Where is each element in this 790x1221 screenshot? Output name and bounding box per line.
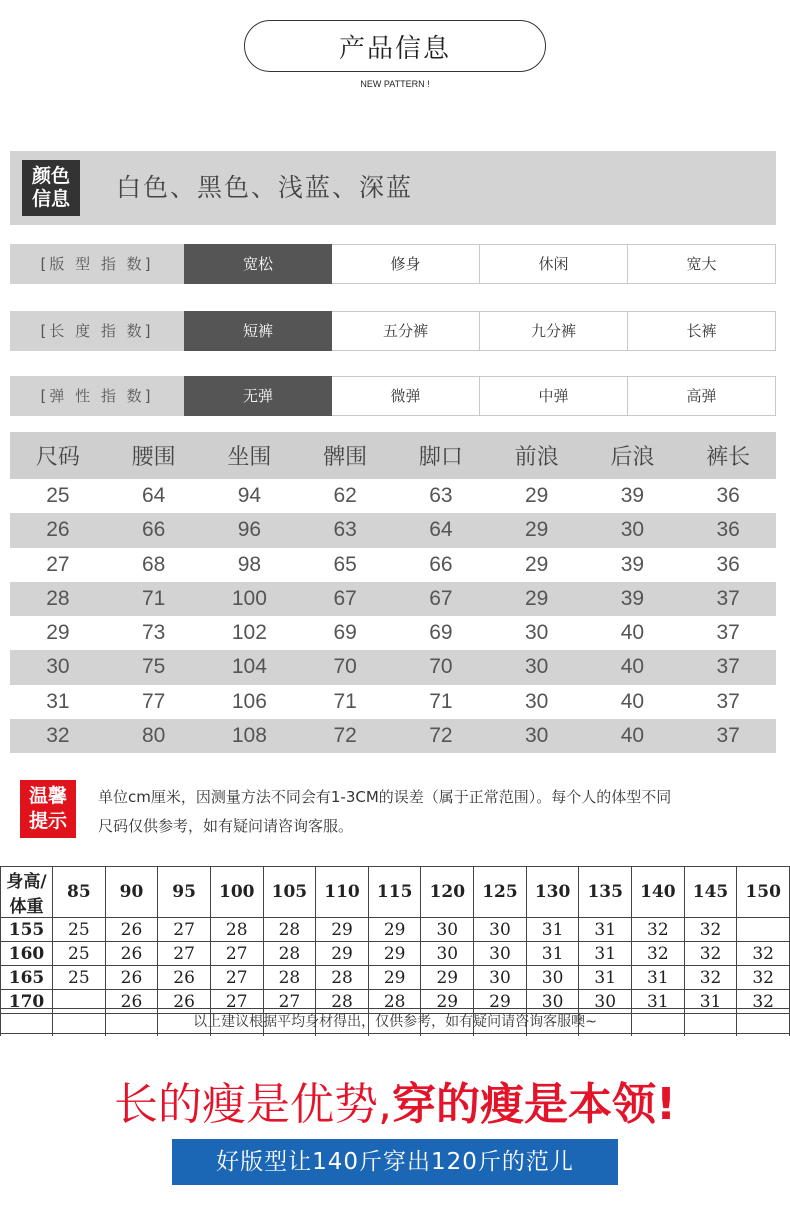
size-table-cell: 80 — [106, 719, 202, 753]
color-list: 白色、黑色、浅蓝、深蓝 — [116, 173, 414, 202]
length-index-label: [长 度 指 数] — [10, 311, 184, 351]
size-table-cell: 37 — [680, 650, 776, 684]
size-table-cell: 26 — [10, 513, 106, 547]
fit-index-row — [10, 244, 776, 284]
height-header: 170 — [1, 990, 53, 1014]
stretch-option-none: 无弹 — [184, 376, 332, 416]
recommend-cell: 29 — [474, 990, 527, 1014]
recommend-cell: 31 — [632, 990, 685, 1014]
size-table-cell: 39 — [585, 548, 681, 582]
weight-header: 105 — [263, 867, 316, 918]
recommend-cell: 32 — [737, 966, 790, 990]
height-header: 165 — [1, 966, 53, 990]
size-table-cell: 32 — [10, 719, 106, 753]
weight-header: 115 — [368, 867, 421, 918]
stretch-option-high: 高弹 — [628, 376, 776, 416]
height-header: 160 — [1, 942, 53, 966]
recommend-cell: 32 — [632, 942, 685, 966]
size-table-cell: 62 — [297, 479, 393, 513]
recommend-cell: 29 — [368, 918, 421, 942]
size-table-cell: 29 — [489, 548, 585, 582]
size-table-header — [10, 432, 776, 479]
size-table-cell: 104 — [202, 650, 298, 684]
fit-index-label: [版 型 指 数] — [10, 244, 184, 284]
recommend-cell: 31 — [526, 942, 579, 966]
recommend-cell: 28 — [263, 918, 316, 942]
color-info-badge — [22, 160, 80, 216]
recommend-cell: 28 — [316, 990, 369, 1014]
recommend-cell: 25 — [53, 942, 106, 966]
recommend-cell: 31 — [526, 918, 579, 942]
size-table-cell: 64 — [106, 479, 202, 513]
recommend-cell: 32 — [684, 942, 737, 966]
size-table-row — [10, 548, 776, 582]
size-table-cell: 70 — [297, 650, 393, 684]
size-table-row — [10, 650, 776, 684]
size-table-cell: 25 — [10, 479, 106, 513]
slogan-part1: 长的瘦是优势, — [113, 1079, 392, 1130]
weight-header: 95 — [158, 867, 211, 918]
recommend-cell: 30 — [474, 918, 527, 942]
weight-header: 90 — [105, 867, 158, 918]
stretch-option-slight: 微弹 — [332, 376, 480, 416]
size-table-cell: 31 — [10, 685, 106, 719]
size-table-cell: 30 — [10, 650, 106, 684]
size-table-cell: 102 — [202, 616, 298, 650]
size-table-cell: 100 — [202, 582, 298, 616]
size-table-cell: 98 — [202, 548, 298, 582]
size-table-cell: 66 — [393, 548, 489, 582]
recommend-cell: 32 — [737, 942, 790, 966]
length-option-ninth: 九分裤 — [480, 311, 628, 351]
section-subtitle: NEW PATTERN ! — [360, 79, 430, 89]
size-table-row — [10, 582, 776, 616]
fit-option-wide: 宽大 — [628, 244, 776, 284]
size-col-header: 髀围 — [297, 432, 393, 479]
fit-option-slim: 修身 — [332, 244, 480, 284]
recommend-cell: 32 — [632, 918, 685, 942]
recommend-cell: 26 — [105, 918, 158, 942]
slogan — [0, 1068, 790, 1132]
size-col-header: 尺码 — [10, 432, 106, 479]
size-table-row — [10, 513, 776, 547]
size-table-cell: 77 — [106, 685, 202, 719]
recommend-cell — [737, 918, 790, 942]
size-table-cell: 37 — [680, 616, 776, 650]
stretch-index-row — [10, 376, 776, 416]
weight-header: 120 — [421, 867, 474, 918]
notice-badge-line2: 提示 — [28, 810, 67, 832]
section-title-pill — [244, 20, 546, 72]
size-table-cell: 72 — [297, 719, 393, 753]
recommend-cell: 31 — [579, 942, 632, 966]
recommend-cell: 30 — [421, 918, 474, 942]
recommend-cell: 30 — [526, 990, 579, 1014]
recommend-row — [1, 942, 790, 966]
size-table-cell: 63 — [393, 479, 489, 513]
size-table-cell: 70 — [393, 650, 489, 684]
notice-badge — [20, 780, 76, 838]
size-col-header: 裤长 — [680, 432, 776, 479]
recommend-cell: 29 — [368, 942, 421, 966]
size-table-row — [10, 616, 776, 650]
recommend-cell: 26 — [105, 966, 158, 990]
size-table-cell: 29 — [489, 513, 585, 547]
size-table-cell: 71 — [297, 685, 393, 719]
section-title: 产品信息 — [338, 33, 451, 64]
recommend-cell: 29 — [421, 966, 474, 990]
recommend-cell: 30 — [474, 942, 527, 966]
slogan-part2: 穿的瘦是本领! — [391, 1079, 677, 1130]
recommend-cell: 26 — [105, 942, 158, 966]
recommend-cell: 28 — [316, 966, 369, 990]
size-table-cell: 36 — [680, 479, 776, 513]
recommend-cell: 30 — [421, 942, 474, 966]
recommend-cell: 26 — [105, 990, 158, 1014]
size-table-cell: 29 — [489, 582, 585, 616]
promo-banner: 好版型让140斤穿出120斤的范儿 — [172, 1139, 618, 1185]
size-table-cell: 29 — [489, 479, 585, 513]
height-header: 155 — [1, 918, 53, 942]
size-table-cell: 36 — [680, 548, 776, 582]
size-table-cell: 68 — [106, 548, 202, 582]
fit-option-casual: 休闲 — [480, 244, 628, 284]
recommend-cell: 27 — [158, 918, 211, 942]
size-col-header: 前浪 — [489, 432, 585, 479]
size-table-cell: 30 — [489, 719, 585, 753]
size-table-cell: 39 — [585, 582, 681, 616]
size-table-cell: 30 — [489, 685, 585, 719]
size-table-cell: 71 — [106, 582, 202, 616]
size-table-cell: 28 — [10, 582, 106, 616]
size-table-cell: 106 — [202, 685, 298, 719]
color-badge-line2: 信息 — [31, 188, 70, 210]
size-table-cell: 94 — [202, 479, 298, 513]
recommend-cell: 31 — [684, 990, 737, 1014]
size-table-cell: 40 — [585, 719, 681, 753]
recommend-cell: 29 — [316, 918, 369, 942]
recommend-note: 以上建议根据平均身材得出，仅供参考，如有疑问请咨询客服噢~ — [0, 1008, 790, 1034]
weight-header: 125 — [474, 867, 527, 918]
size-table-cell: 108 — [202, 719, 298, 753]
recommend-cell: 32 — [684, 966, 737, 990]
recommend-corner-label: 身高/体重 — [1, 867, 53, 918]
size-table-cell: 72 — [393, 719, 489, 753]
size-table-cell: 36 — [680, 513, 776, 547]
size-table-cell: 40 — [585, 616, 681, 650]
size-table-cell: 67 — [297, 582, 393, 616]
recommend-cell: 30 — [526, 966, 579, 990]
recommend-cell: 27 — [210, 990, 263, 1014]
length-option-shorts: 短裤 — [184, 311, 332, 351]
size-table — [10, 432, 776, 753]
size-table-cell: 73 — [106, 616, 202, 650]
size-table-cell: 29 — [10, 616, 106, 650]
size-table-row — [10, 719, 776, 753]
size-table-cell: 37 — [680, 582, 776, 616]
size-col-header: 腰围 — [106, 432, 202, 479]
size-table-cell: 40 — [585, 650, 681, 684]
notice-text-line1: 单位cm厘米，因测量方法不同会有1-3CM的误差（属于正常范围）。每个人的体型不同 — [98, 788, 672, 806]
recommend-cell: 30 — [474, 966, 527, 990]
size-table-cell: 40 — [585, 685, 681, 719]
weight-header: 85 — [53, 867, 106, 918]
size-col-header: 后浪 — [585, 432, 681, 479]
recommend-cell: 31 — [579, 966, 632, 990]
size-table-cell: 66 — [106, 513, 202, 547]
weight-header: 150 — [737, 867, 790, 918]
color-info-bar — [10, 151, 776, 225]
size-table-cell: 37 — [680, 719, 776, 753]
weight-header: 130 — [526, 867, 579, 918]
size-table-cell: 64 — [393, 513, 489, 547]
size-table-cell: 37 — [680, 685, 776, 719]
weight-header: 145 — [684, 867, 737, 918]
recommend-cell: 27 — [263, 990, 316, 1014]
size-col-header: 脚口 — [393, 432, 489, 479]
recommend-cell: 29 — [316, 942, 369, 966]
weight-header: 110 — [316, 867, 369, 918]
recommend-cell: 32 — [684, 918, 737, 942]
size-table-cell: 27 — [10, 548, 106, 582]
recommend-cell: 30 — [579, 990, 632, 1014]
size-table-cell: 96 — [202, 513, 298, 547]
size-table-cell: 65 — [297, 548, 393, 582]
recommend-cell: 29 — [368, 966, 421, 990]
stretch-option-medium: 中弹 — [480, 376, 628, 416]
recommend-cell: 28 — [368, 990, 421, 1014]
size-table-cell: 30 — [585, 513, 681, 547]
recommend-row — [1, 918, 790, 942]
notice-badge-line1: 温馨 — [28, 785, 67, 807]
size-table-cell: 39 — [585, 479, 681, 513]
recommend-row — [1, 966, 790, 990]
recommend-cell: 28 — [210, 918, 263, 942]
size-col-header: 坐围 — [202, 432, 298, 479]
color-badge-line1: 颜色 — [31, 165, 70, 187]
size-table-cell: 71 — [393, 685, 489, 719]
weight-header: 140 — [632, 867, 685, 918]
recommend-header-row — [1, 867, 790, 918]
size-table-cell: 67 — [393, 582, 489, 616]
weight-header: 135 — [579, 867, 632, 918]
length-option-half: 五分裤 — [332, 311, 480, 351]
recommend-cell: 26 — [158, 990, 211, 1014]
fit-option-loose: 宽松 — [184, 244, 332, 284]
size-table-cell: 30 — [489, 616, 585, 650]
size-table-cell: 69 — [297, 616, 393, 650]
length-index-row — [10, 311, 776, 351]
recommend-cell: 25 — [53, 918, 106, 942]
recommend-cell: 27 — [210, 942, 263, 966]
size-table-cell: 30 — [489, 650, 585, 684]
recommend-cell: 28 — [263, 942, 316, 966]
recommend-cell: 27 — [158, 942, 211, 966]
recommend-cell: 29 — [421, 990, 474, 1014]
notice-text-line2: 尺码仅供参考，如有疑问请咨询客服。 — [98, 817, 354, 835]
length-option-full: 长裤 — [628, 311, 776, 351]
size-table-cell: 75 — [106, 650, 202, 684]
size-table-cell: 63 — [297, 513, 393, 547]
weight-header: 100 — [210, 867, 263, 918]
stretch-index-label: [弹 性 指 数] — [10, 376, 184, 416]
recommend-cell: 26 — [158, 966, 211, 990]
size-table-cell: 69 — [393, 616, 489, 650]
recommend-cell: 27 — [210, 966, 263, 990]
recommend-cell: 31 — [632, 966, 685, 990]
recommend-cell: 28 — [263, 966, 316, 990]
recommend-cell: 32 — [737, 990, 790, 1014]
recommend-cell: 25 — [53, 966, 106, 990]
recommend-cell: 31 — [579, 918, 632, 942]
size-table-row — [10, 479, 776, 513]
size-table-row — [10, 685, 776, 719]
